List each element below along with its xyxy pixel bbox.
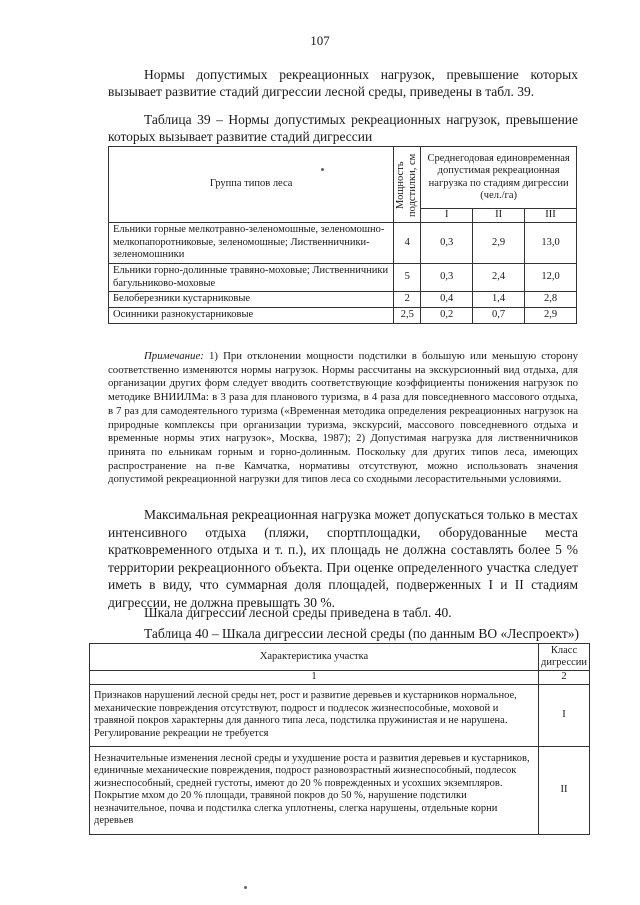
table39-stage2-cell: 1,4 — [473, 292, 525, 308]
table39-stage3-cell: 13,0 — [525, 223, 577, 264]
table40-characteristic-cell: Признаков нарушений лесной среды нет, рост и развитие деревьев и кустарников нормальное, механические повреждения отсутствуют, подрост и подлесок жизнеспособные, моховой и травяной покров характерны для данного типа леса, подстилка пружинистая и не нарушена. Регулирование рекреации не требуется — [90, 684, 539, 746]
table40-header-class: Класс дигрессии — [539, 644, 590, 671]
table39-stage1-cell: 0,2 — [421, 308, 473, 324]
note-text: 1) При отклонении мощности подстилки в большую или меньшую сторону соответственно изменяются нормы нагрузок. Нормы рассчитаны на экскурсионный вид отдыха, для организации других форм следует вводить соответствующие коэффициенты понижения нагрузок по методике ВНИИЛМа: в 3 раза для планового туризма, в 4 раза для повседневного массового отдыха, в 7 раз для самодеятельного туризма («Временная методика определения рекреационных нагрузок на природные комплексы при организации туризма, экскурсий, массового повседневного отдыха и временные нормы этих нагрузок», Москва, 1987); 2) Допустимая нагрузка для лиственничников принята по ельникам горным и горно-долинным. Поскольку для других типов леса, имеющих распространение на п-ве Камчатка, нормативы отсутствуют, можно использовать значения допустимой рекреационной нагрузки для типов леса со сходными лесорастительными условиями. — [108, 350, 578, 486]
table39-stage1-cell: 0,3 — [421, 264, 473, 292]
table39-caption: Таблица 39 – Нормы допустимых рекреационных нагрузок, превышение которых вызывает развитие стадий дигрессии — [108, 112, 578, 144]
table39-group-cell: Ельники горно-долинные травяно-моховые; Лиственничники багульниково-моховые — [109, 264, 394, 292]
table-row — [90, 684, 590, 746]
table40-class-cell: I — [539, 684, 590, 746]
table39-stage2-cell: 0,7 — [473, 308, 525, 324]
table-row — [109, 308, 577, 324]
table40-caption: Таблица 40 – Шкала дигрессии лесной среды (по данным ВО «Леспроект») — [144, 626, 580, 641]
table39-stage1-cell: 0,4 — [421, 292, 473, 308]
table39-note — [108, 350, 578, 487]
table39-group-cell: Осинники разнокустарниковые — [109, 308, 394, 324]
note-label: Примечание: — [144, 350, 204, 362]
page-number: 107 — [310, 33, 330, 48]
table-row — [109, 223, 577, 264]
table39-stage2-cell: 2,9 — [473, 223, 525, 264]
table40-col-number-2: 2 — [539, 671, 590, 685]
table39-thickness-cell: 2 — [394, 292, 421, 308]
table39-stage3-cell: 2,8 — [525, 292, 577, 308]
table39-thickness-cell: 2,5 — [394, 308, 421, 324]
table39-stage3-cell: 2,9 — [525, 308, 577, 324]
scan-speck — [244, 886, 247, 889]
table39-group-cell: Белоберезники кустарниковые — [109, 292, 394, 308]
table39-stage3-cell: 12,0 — [525, 264, 577, 292]
table39-stage-1: I — [421, 209, 473, 223]
scan-speck — [321, 168, 324, 171]
table39-stage2-cell: 2,4 — [473, 264, 525, 292]
intro-paragraph: Нормы допустимых рекреационных нагрузок, превышение которых вызывает развитие стадий дигрессии лесной среды, приведены в табл. 39. — [108, 67, 578, 99]
table39-stage-3: III — [525, 209, 577, 223]
max-load-paragraph: Максимальная рекреационная нагрузка может допускаться только в местах интенсивного отдыха (пляжи, спортплощадки, оборудованные места кратковременного отдыха и т. п.), их площадь не должна составлять более 5 % территории рекреационного объекта. При оценке определенного участка следует иметь в виду, что суммарная доля площадей, подверженных I и II стадиям дигрессии, не должна превышать 30 %. — [108, 507, 578, 610]
table40-col-number-1: 1 — [90, 671, 539, 685]
table39-group-cell: Ельники горные мелкотравно-зеленомошные, зеленомошно-мелкопапоротниковые, зеленомошные; Лиственничники-зеленомошники — [109, 223, 394, 264]
table40-class-cell: II — [539, 746, 590, 834]
table39-header-thickness: Мощность подстилки, см — [395, 152, 419, 217]
table39-stage-2: II — [473, 209, 525, 223]
table39-thickness-cell: 4 — [394, 223, 421, 264]
table40-header-characteristic: Характеристика участка — [90, 644, 539, 671]
scale-paragraph: Шкала дигрессии лесной среды приведена в табл. 40. — [144, 605, 452, 620]
table39-header-group: Группа типов леса — [109, 147, 394, 223]
table39-header-thickness-cell — [394, 147, 421, 223]
table39-stage1-cell: 0,3 — [421, 223, 473, 264]
table-39 — [108, 146, 577, 324]
table-row — [90, 746, 590, 834]
table39-header-load: Среднегодовая единовременная допустимая рекреационная нагрузка по стадиям дигрессии (чел./га) — [421, 147, 577, 209]
table-40 — [89, 643, 590, 835]
table39-thickness-cell: 5 — [394, 264, 421, 292]
table-row — [109, 292, 577, 308]
table-row — [109, 264, 577, 292]
table40-characteristic-cell: Незначительные изменения лесной среды и ухудшение роста и развития деревьев и кустарников, единичные механические повреждения, подрост разновозрастный жизнеспособный, подлесок жизнеспособный, средней густоты, имеют до 20 % поврежденных и усохших экземпляров. Покрытие мхом до 20 % площади, травяной покров до 50 %, нарушение подстилки незначительное, почва и подстилка слегка уплотнены, слегка нарушены, отдельные корни деревьев — [90, 746, 539, 834]
